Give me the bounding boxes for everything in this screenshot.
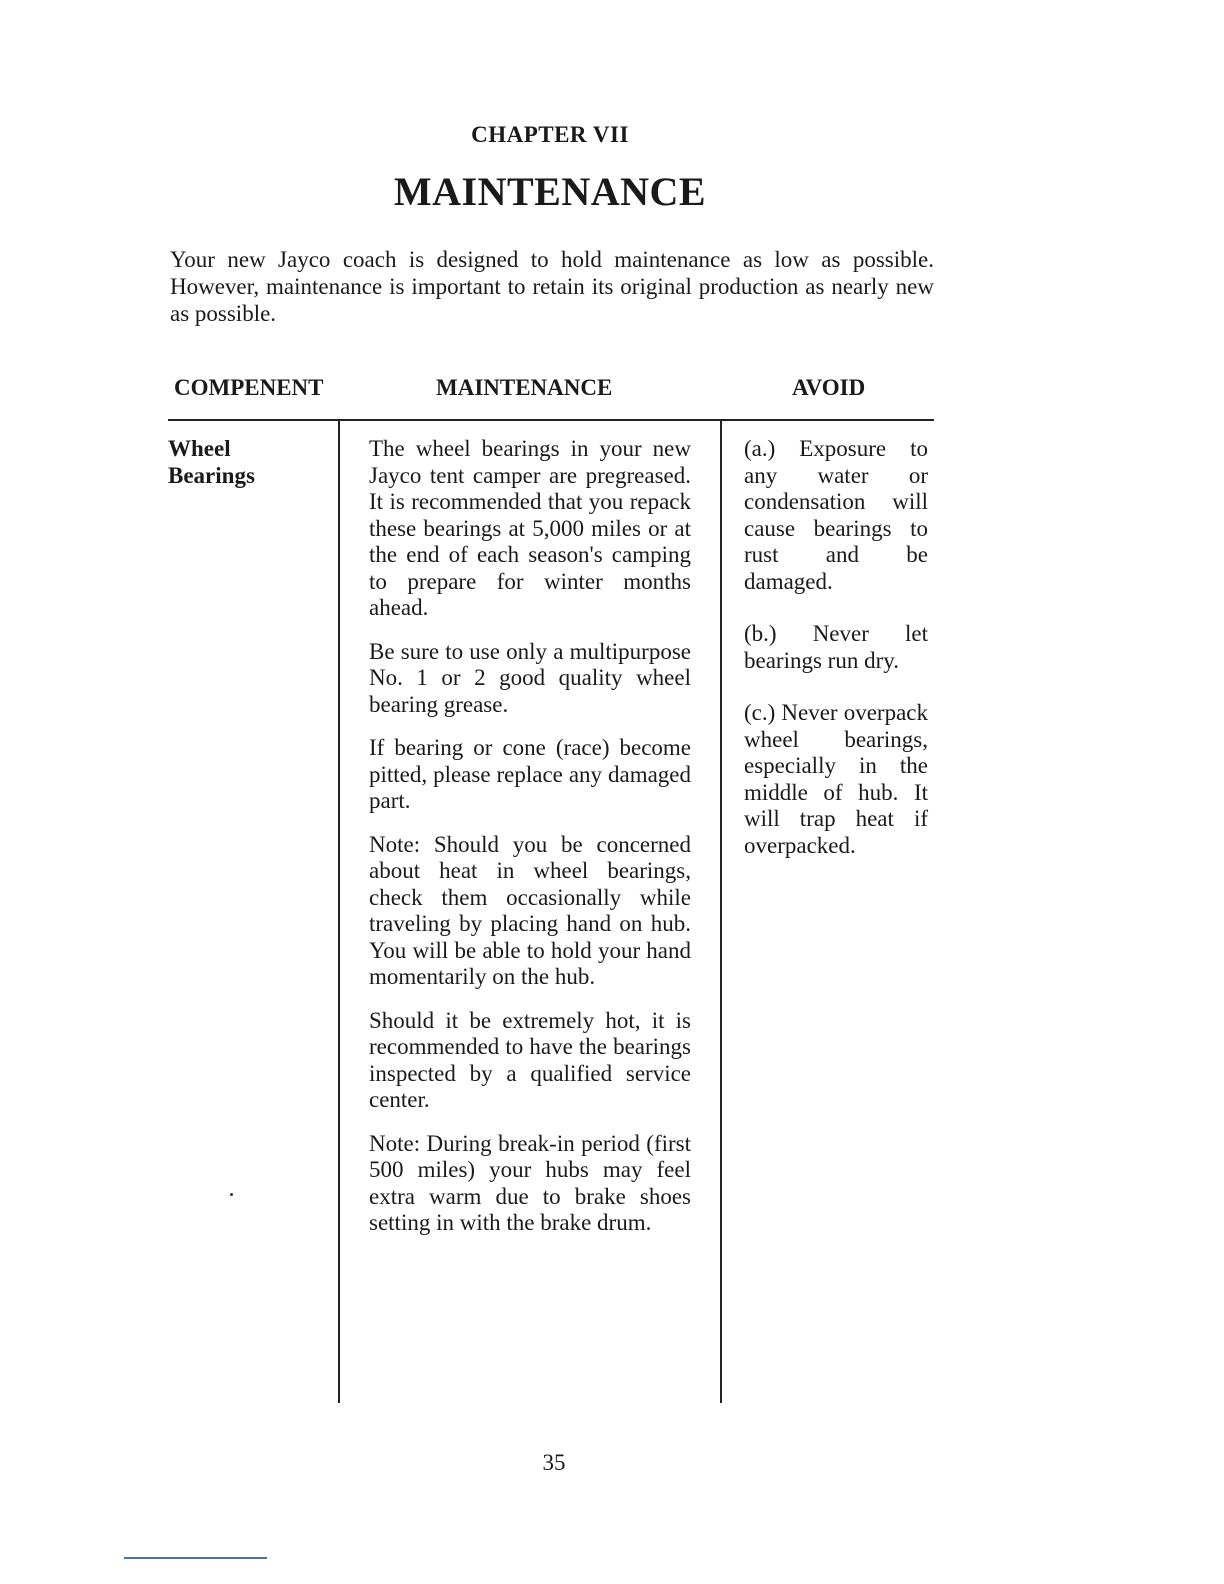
- column-header-avoid: AVOID: [792, 375, 866, 400]
- component-line: Wheel: [168, 436, 231, 461]
- avoid-item: (b.) Never let bearings run dry.: [744, 621, 928, 673]
- maintenance-paragraph: The wheel bearings in your new Jayco tent camper are pregreased. It is recommended that you repack these bearings at 5,000 miles or at the end of each season's camping to prepare for winter months ahead.: [369, 436, 691, 620]
- avoid-cell: [744, 436, 928, 885]
- maintenance-cell: [369, 436, 691, 1254]
- table-column-divider-left: [338, 421, 340, 1403]
- maintenance-paragraph: Note: During break-in period (first 500 miles) your hubs may feel extra warm due to brake shoes setting in with the brake drum.: [369, 1130, 691, 1235]
- maintenance-paragraph: Should it be extremely hot, it is recommended to have the bearings inspected by a qualified service center.: [369, 1007, 691, 1112]
- page-number: 35: [542, 1450, 566, 1475]
- maintenance-paragraph: Be sure to use only a multipurpose No. 1 or 2 good quality wheel bearing grease.: [369, 638, 691, 717]
- stray-mark: [230, 1193, 233, 1196]
- footer-rule: [124, 1557, 267, 1559]
- page-title: MAINTENANCE: [393, 169, 707, 214]
- intro-paragraph: Your new Jayco coach is designed to hold maintenance as low as possible. However, maintenance is important to retain its original production as nearly new as possible.: [170, 247, 934, 326]
- column-header-component: COMPENENT: [174, 375, 324, 400]
- maintenance-paragraph: Note: Should you be concerned about heat in wheel bearings, check them occasionally while traveling by placing hand on hub. You will be able to hold your hand momentarily on the hub.: [369, 831, 691, 989]
- avoid-item: (c.) Never overpack wheel bearings, especially in the middle of hub. It will trap heat if overpacked.: [744, 700, 928, 858]
- component-line: Bearings: [168, 463, 255, 488]
- avoid-item: (a.) Exposure to any water or condensation will cause bearings to rust and be damaged.: [744, 436, 928, 594]
- table-header-rule: [168, 419, 934, 421]
- column-header-maintenance: MAINTENANCE: [436, 375, 613, 400]
- chapter-label: CHAPTER VII: [471, 122, 629, 147]
- maintenance-paragraph: If bearing or cone (race) become pitted, please replace any damaged part.: [369, 735, 691, 813]
- table-column-divider-right: [720, 421, 722, 1403]
- component-cell: [168, 435, 328, 489]
